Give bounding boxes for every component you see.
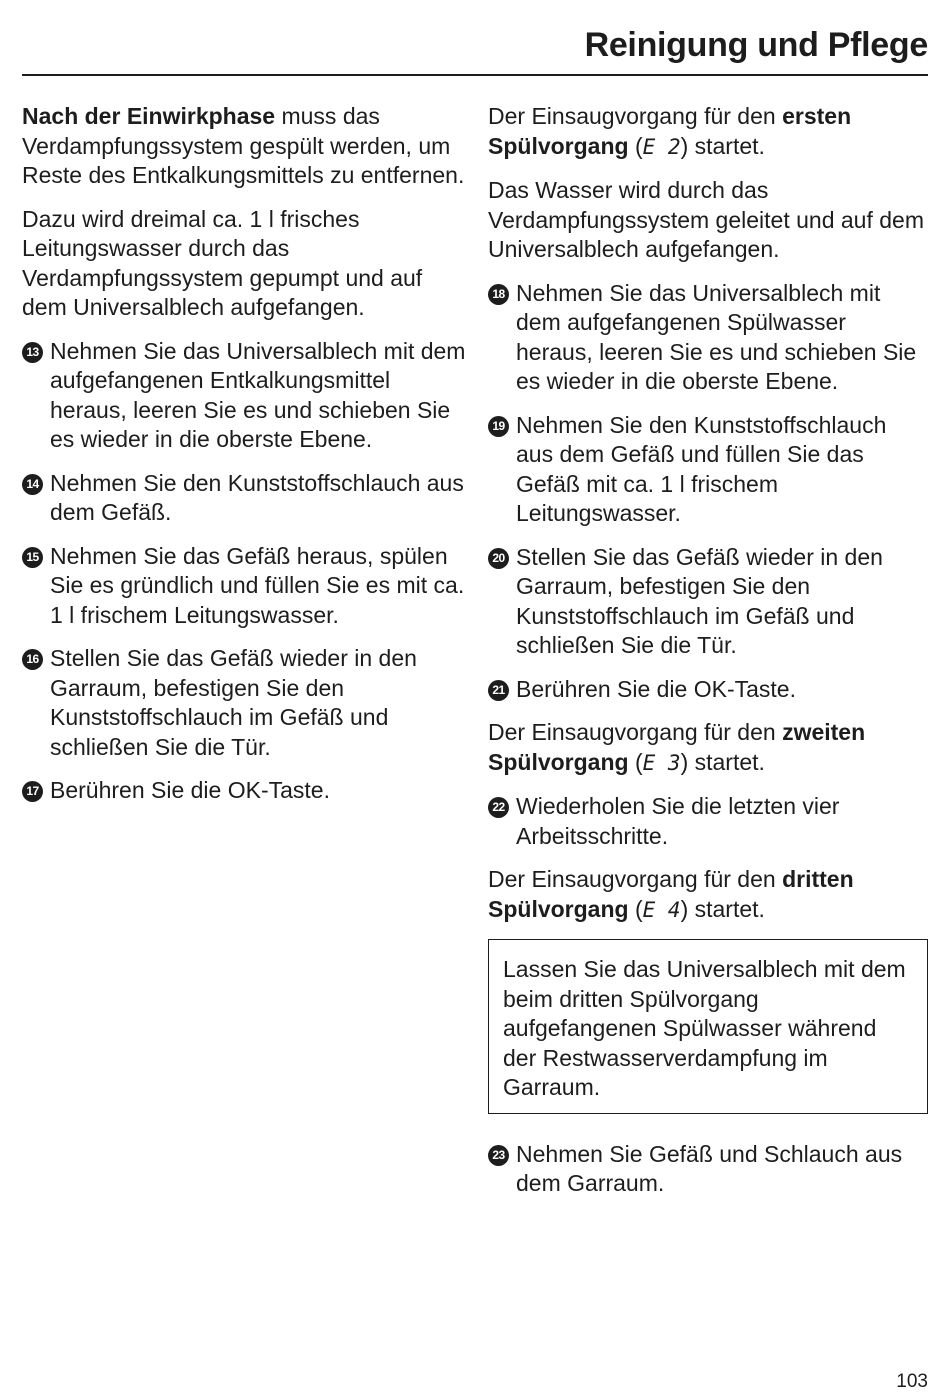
paragraph-rinse-info: Dazu wird dreimal ca. 1 l frisches Leitungswasser durch das Verdampfungssystem gepumpt und auf dem Universalblech aufgefangen. — [22, 205, 423, 320]
step-number-badge: 20 — [488, 548, 509, 569]
intro-bold: Nach der Einwirkphase — [22, 103, 276, 129]
third-rinse-bold: dritten Spülvorgang — [488, 866, 854, 922]
step-text: Stellen Sie das Gefäß wieder in den Garraum, befestigen Sie den Kunststoffschlauch im Gefäß und schließen Sie die Tür. — [50, 645, 417, 760]
step-number-badge: 18 — [488, 284, 509, 305]
step-number-badge: 17 — [22, 781, 43, 802]
step-17 — [22, 776, 466, 806]
step-text: Berühren Sie die OK-Taste. — [516, 675, 796, 702]
step-text: Nehmen Sie das Universalblech mit dem aufgefangenen Spülwasser heraus, leeren Sie es und schieben Sie es wieder in die oberste Ebene. — [516, 279, 917, 394]
text-run: ( — [628, 748, 643, 775]
step-21 — [488, 675, 928, 705]
step-text: Nehmen Sie das Gefäß heraus, spülen Sie es gründlich und füllen Sie es mit ca. 1 l frischem Leitungswasser. — [50, 542, 465, 628]
display-code: E 4 — [642, 897, 681, 922]
paragraph-second-rinse — [488, 718, 928, 778]
intro-paragraph — [22, 102, 466, 191]
step-number-badge: 23 — [488, 1145, 509, 1166]
intro-text: muss das Verdampfungssystem gespült werden, um Reste des Entkalkungsmittels zu entfernen. — [22, 103, 465, 188]
display-code: E 2 — [642, 134, 681, 159]
paragraph-first-rinse — [488, 102, 928, 162]
text-run: Der Einsaugvorgang für den — [488, 103, 783, 129]
right-column — [488, 102, 928, 1213]
step-20 — [488, 543, 928, 661]
text-run: ( — [628, 132, 643, 159]
display-code: E 3 — [642, 750, 681, 775]
first-rinse-bold: ersten Spülvorgang — [488, 103, 852, 159]
text-run: ) startet. — [680, 748, 765, 775]
step-13 — [22, 337, 466, 455]
note-text: Lassen Sie das Universalblech mit dem beim dritten Spülvorgang aufgefangenen Spülwasser während der Restwasserverdampfung im Garraum. — [503, 956, 906, 1100]
text-run: Der Einsaugvorgang für den — [488, 719, 783, 745]
step-text: Nehmen Sie Gefäß und Schlauch aus dem Garraum. — [516, 1140, 903, 1196]
text-run: ) startet. — [680, 895, 765, 922]
step-number-badge: 16 — [22, 649, 43, 670]
step-number-badge: 22 — [488, 797, 509, 818]
step-number-badge: 15 — [22, 547, 43, 568]
step-text: Stellen Sie das Gefäß wieder in den Garraum, befestigen Sie den Kunststoffschlauch im Gefäß und schließen Sie die Tür. — [516, 543, 883, 658]
paragraph-water-flow: Das Wasser wird durch das Verdampfungssystem geleitet und auf dem Universalblech aufgefangen. — [488, 177, 924, 262]
step-23 — [488, 1140, 928, 1199]
second-rinse-bold: zweiten Spülvorgang — [488, 719, 866, 775]
step-number-badge: 13 — [22, 342, 43, 363]
step-text: Nehmen Sie den Kunststoffschlauch aus dem Gefäß. — [50, 469, 464, 525]
step-19 — [488, 411, 928, 529]
text-run: Der Einsaugvorgang für den — [488, 866, 783, 892]
text-run: ) startet. — [680, 132, 765, 159]
paragraph-third-rinse — [488, 865, 928, 925]
page-title: Reinigung und Pflege — [584, 26, 928, 64]
step-16 — [22, 644, 466, 762]
step-14 — [22, 469, 466, 528]
step-text: Wiederholen Sie die letzten vier Arbeitsschritte. — [516, 793, 840, 849]
step-15 — [22, 542, 466, 631]
note-box — [488, 939, 928, 1114]
text-run: ( — [628, 895, 643, 922]
step-text: Berühren Sie die OK-Taste. — [50, 777, 330, 803]
page-header — [22, 24, 928, 76]
step-text: Nehmen Sie den Kunststoffschlauch aus dem Gefäß und füllen Sie das Gefäß mit ca. 1 l frischem Leitungswasser. — [516, 411, 887, 526]
page-number: 103 — [896, 1370, 928, 1392]
step-number-badge: 19 — [488, 416, 509, 437]
step-number-badge: 14 — [22, 474, 43, 495]
step-22 — [488, 792, 928, 851]
step-18 — [488, 279, 928, 397]
step-number-badge: 21 — [488, 680, 509, 701]
left-column — [22, 102, 466, 820]
step-text: Nehmen Sie das Universalblech mit dem aufgefangenen Entkalkungsmittel heraus, leeren Sie es und schieben Sie es wieder in die oberste Ebene. — [50, 337, 466, 452]
